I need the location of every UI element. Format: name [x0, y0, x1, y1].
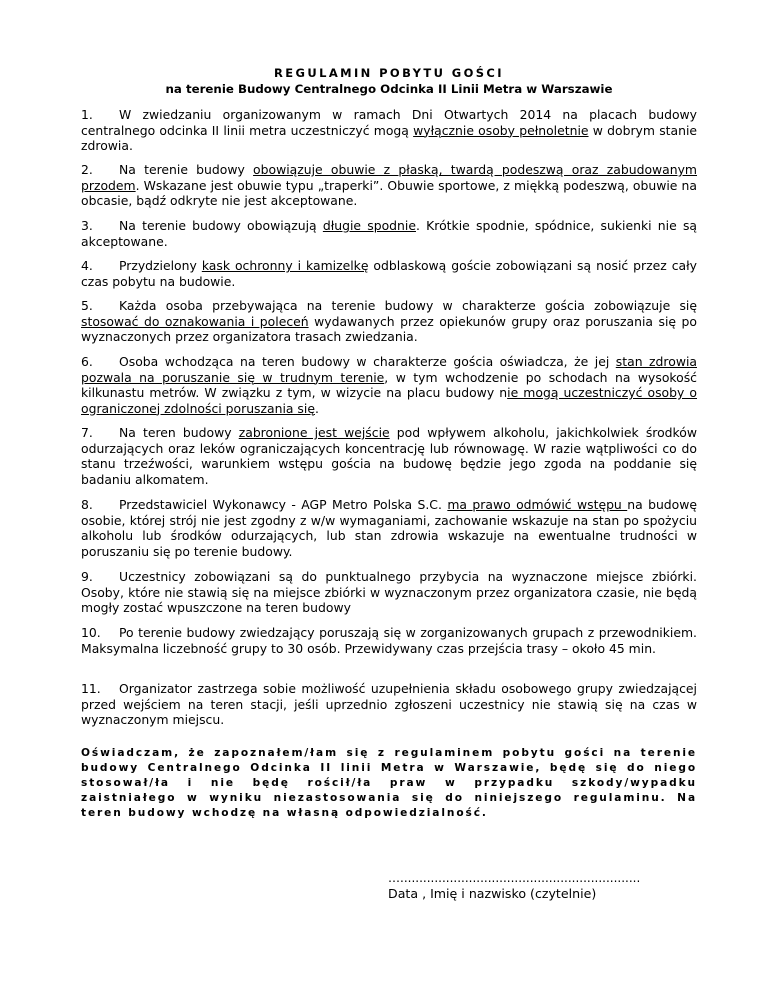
rule-number: 8. — [81, 497, 93, 512]
declaration-text: Oświadczam, że zapoznałem/łam się z regulaminem pobytu gości na terenie budowy Centralnego Odcinka II linii Metra w Warszawie, będę się do niego stosował/ła i nie będę rościł/ła praw w przypadku szkody/wypadku zaistniałego w wyniku niezastosowania się do niniejszego regulaminu. Na teren budowy wchodzę na własną odpowiedzialność. — [81, 747, 697, 819]
rule-text: Na terenie budowy obowiązują — [119, 218, 323, 233]
rule-number: 1. — [81, 107, 93, 122]
rule-underlined-text: zabronione jest wejście — [238, 425, 390, 440]
rule-2 — [81, 162, 697, 209]
rule-text: Każda osoba przebywająca na terenie budowy w charakterze gościa zobowiązuje się — [119, 298, 697, 313]
rule-number: 11. — [81, 681, 101, 696]
rule-1 — [81, 107, 697, 154]
rule-number: 10. — [81, 625, 101, 640]
rule-6 — [81, 354, 697, 416]
signature-line: …............................................................... — [388, 871, 641, 885]
rule-text: Przedstawiciel Wykonawcy - AGP Metro Polska S.C. — [119, 497, 448, 512]
rule-number: 3. — [81, 218, 93, 233]
rule-text-end: odblaskową goście zobowiązani są nosić przez cały czas pobytu na budowie. — [81, 258, 698, 289]
rule-text: Po terenie budowy zwiedzający poruszają się w zorganizowanych grupach z przewodnikiem. Maksymalna liczebność grupy to 30 osób. Przewidywany czas przejścia trasy – około 45 min. — [81, 625, 697, 656]
rule-text-end: . Krótkie spodnie, spódnice, sukienki nie są akceptowane. — [81, 218, 697, 249]
rule-number: 4. — [81, 258, 93, 273]
rule-text: Organizator zastrzega sobie możliwość uzupełnienia składu osobowego grupy zwiedzającej przed wejściem na teren stacji, jeśli uprzednio zgłoszeni uczestnicy nie stawią się na czas w wyznaczonym miejscu. — [81, 681, 697, 727]
rule-number: 6. — [81, 354, 93, 369]
rule-7 — [81, 425, 697, 487]
rule-number: 5. — [81, 298, 93, 313]
rule-text-end: . — [314, 400, 319, 416]
rule-text-end: pod wpływem alkoholu, jakichkolwiek środków odurzających oraz leków ograniczających koncentrację lub równowagę. W razie wątpliwości co do stanu trzeźwości, warunkiem wstępu gościa na budowę będzie jego zgoda na poddanie się badaniu alkomatem. — [81, 425, 697, 487]
rule-underlined-text-2: ie mogą uczestniczyć osoby o ograniczonej zdolności poruszania się — [81, 385, 697, 416]
rule-underlined-text: obowiązuje obuwie z płaską, twardą podeszwą oraz zabudowanym przodem — [81, 162, 698, 193]
rule-underlined-text: kask ochronny i kamizelkę — [201, 258, 369, 273]
rule-text: Na teren budowy — [119, 425, 239, 440]
rule-8 — [81, 497, 697, 559]
document-title: REGULAMIN POBYTU GOŚCI — [274, 66, 504, 80]
rule-underlined-text: stan zdrowia pozwala na poruszanie się w trudnym terenie — [81, 354, 697, 385]
rule-number: 9. — [81, 569, 93, 584]
rule-text: Na terenie budowy — [119, 162, 254, 177]
rule-text-end: wydawanych przez opiekunów grupy oraz poruszania się po wyznaczonych przez organizatora trasach zwiedzania. — [81, 313, 697, 344]
rule-4 — [81, 258, 697, 289]
rule-9 — [81, 569, 697, 616]
rule-3 — [81, 218, 697, 249]
rule-text: Przydzielony — [119, 258, 202, 273]
rule-underlined-text: wyłącznie osoby pełnoletnie — [413, 122, 589, 138]
rule-text: W zwiedzaniu organizowanym w ramach Dni Otwartych 2014 na placach budowy centralnego odcinka II linii metra uczestniczyć mogą — [81, 107, 697, 138]
rule-10 — [81, 625, 697, 656]
rule-underlined-text: długie spodnie — [322, 218, 416, 233]
rule-text-end: na budowę osobie, której strój nie jest zgodny z w/w wymaganiami, zachowanie wskazuje na stan po spożyciu alkoholu lub środków odurzających, lub stan zdrowia wskazuje na ewentualne trudności w poruszaniu się po terenie budowy. — [81, 497, 698, 559]
rule-text-end: . Wskazane jest obuwie typu „traperki”. Obuwie sportowe, z miękką podeszwą, obuwie na obcasie, bądź odkryte nie jest akceptowane. — [81, 177, 697, 208]
document-subtitle: na terenie Budowy Centralnego Odcinka II Linii Metra w Warszawie — [165, 82, 613, 96]
rule-underlined-text: stosować do oznakowania i poleceń — [81, 313, 309, 329]
rule-text: Uczestnicy zobowiązani są do punktualnego przybycia na wyznaczone miejsce zbiórki. Osoby, które nie stawią się na miejsce zbiórki w wyznaczonym przez organizatora czasie, nie będą mogły zostać wpuszczone na teren budowy — [81, 569, 697, 615]
rule-text-middle: , w tym wchodzenie po schodach na wysokość kilkunastu metrów. W związku z tym, w wizycie na placu budowy n — [81, 369, 697, 400]
rule-number: 2. — [81, 162, 93, 177]
rule-number: 7. — [81, 425, 93, 440]
rule-5 — [81, 298, 697, 345]
rule-11 — [81, 681, 697, 728]
signature-label: Data , Imię i nazwisko (czytelnie) — [388, 886, 597, 901]
rule-text: Osoba wchodząca na teren budowy w charakterze gościa oświadcza, że jej — [119, 354, 616, 369]
rule-underlined-text: ma prawo odmówić wstępu — [447, 497, 628, 512]
rule-text-end: w dobrym stanie zdrowia. — [81, 122, 698, 153]
